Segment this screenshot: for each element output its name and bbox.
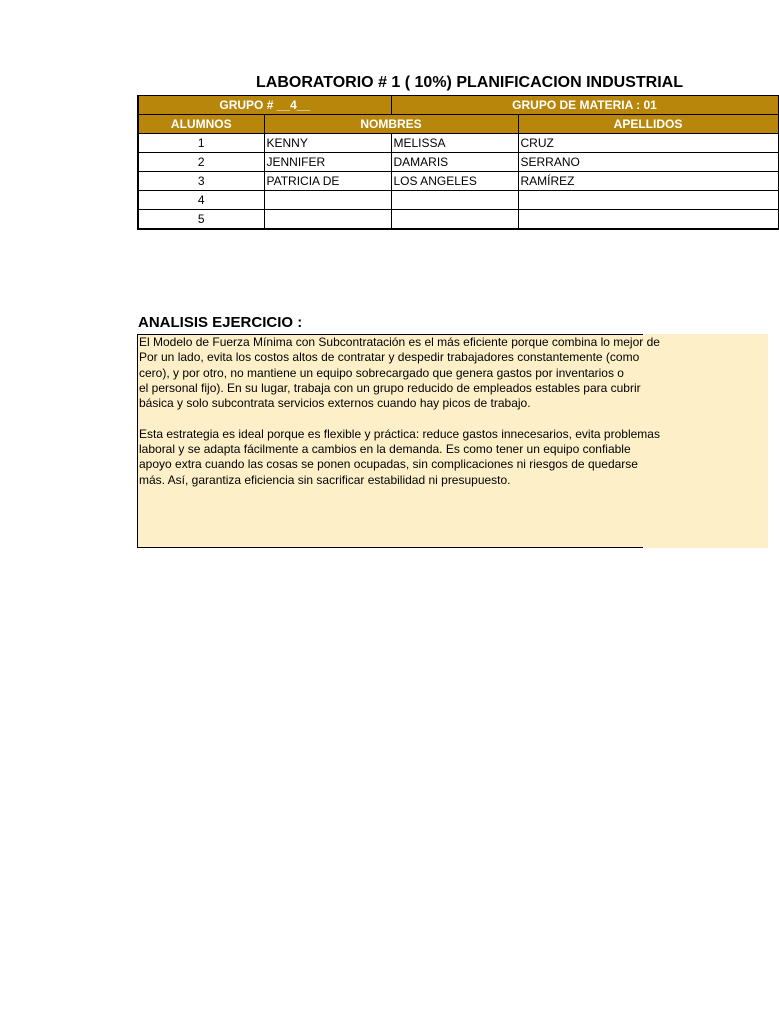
group-number-cell[interactable]: GRUPO # __4__ xyxy=(138,96,391,115)
column-header-alumnos[interactable]: ALUMNOS xyxy=(138,115,264,134)
first-name-cell[interactable] xyxy=(264,210,391,230)
table-row xyxy=(138,210,778,230)
middle-name-cell[interactable]: DAMARIS xyxy=(391,153,518,172)
table-row xyxy=(138,191,778,210)
student-number-cell[interactable]: 5 xyxy=(138,210,264,230)
table-row xyxy=(138,172,778,191)
surname-cell[interactable]: RAMÍREZ xyxy=(518,172,778,191)
first-name-cell[interactable]: JENNIFER xyxy=(264,153,391,172)
middle-name-cell[interactable] xyxy=(391,210,518,230)
first-name-cell[interactable] xyxy=(264,191,391,210)
page-title: LABORATORIO # 1 ( 10%) PLANIFICACION INDUSTRIAL xyxy=(256,74,683,91)
surname-cell[interactable]: CRUZ xyxy=(518,134,778,153)
analysis-viewport xyxy=(137,334,660,548)
students-table xyxy=(137,95,779,230)
surname-cell[interactable] xyxy=(518,191,778,210)
analysis-heading: ANALISIS EJERCICIO : xyxy=(138,314,303,331)
table-row xyxy=(138,134,778,153)
surname-cell[interactable]: SERRANO xyxy=(518,153,778,172)
analysis-text: El Modelo de Fuerza Mínima con Subcontratación es el más eficiente porque combina lo mejor de Por un lado, evita los costos altos de contratar y despedir trabajadores constantemente (como cero), y por otro, no mantiene un equipo sobrecargado que genera gastos por inventarios o el personal fijo). En su lugar, trabaja con un grupo reducido de empleados estables para cubrir básica y solo subcontrata servicios externos cuando hay picos de trabajo. Esta estrategia es ideal porque es flexible y práctica: reduce gastos innecesarios, evita problemas laboral y se adapta fácilmente a cambios en la demanda. Es como tener un equipo confiable apoyo extra cuando las cosas se ponen ocupadas, sin complicaciones ni riesgos de quedarse más. Así, garantiza eficiencia sin sacrificar estabilidad ni presupuesto. xyxy=(139,335,660,487)
middle-name-cell[interactable] xyxy=(391,191,518,210)
table-row xyxy=(138,153,778,172)
group-subject-cell[interactable]: GRUPO DE MATERIA : 01 xyxy=(391,96,778,115)
student-number-cell[interactable]: 4 xyxy=(138,191,264,210)
column-header-apellidos[interactable]: APELLIDOS xyxy=(518,115,778,134)
student-number-cell[interactable]: 1 xyxy=(138,134,264,153)
analysis-text-box[interactable] xyxy=(137,334,768,548)
group-header-row xyxy=(138,96,778,115)
middle-name-cell[interactable]: MELISSA xyxy=(391,134,518,153)
student-number-cell[interactable]: 2 xyxy=(138,153,264,172)
students-table-viewport xyxy=(137,95,683,235)
surname-cell[interactable] xyxy=(518,210,778,230)
first-name-cell[interactable]: KENNY xyxy=(264,134,391,153)
column-header-row xyxy=(138,115,778,134)
first-name-cell[interactable]: PATRICIA DE xyxy=(264,172,391,191)
middle-name-cell[interactable]: LOS ANGELES xyxy=(391,172,518,191)
student-number-cell[interactable]: 3 xyxy=(138,172,264,191)
column-header-nombres[interactable]: NOMBRES xyxy=(264,115,518,134)
